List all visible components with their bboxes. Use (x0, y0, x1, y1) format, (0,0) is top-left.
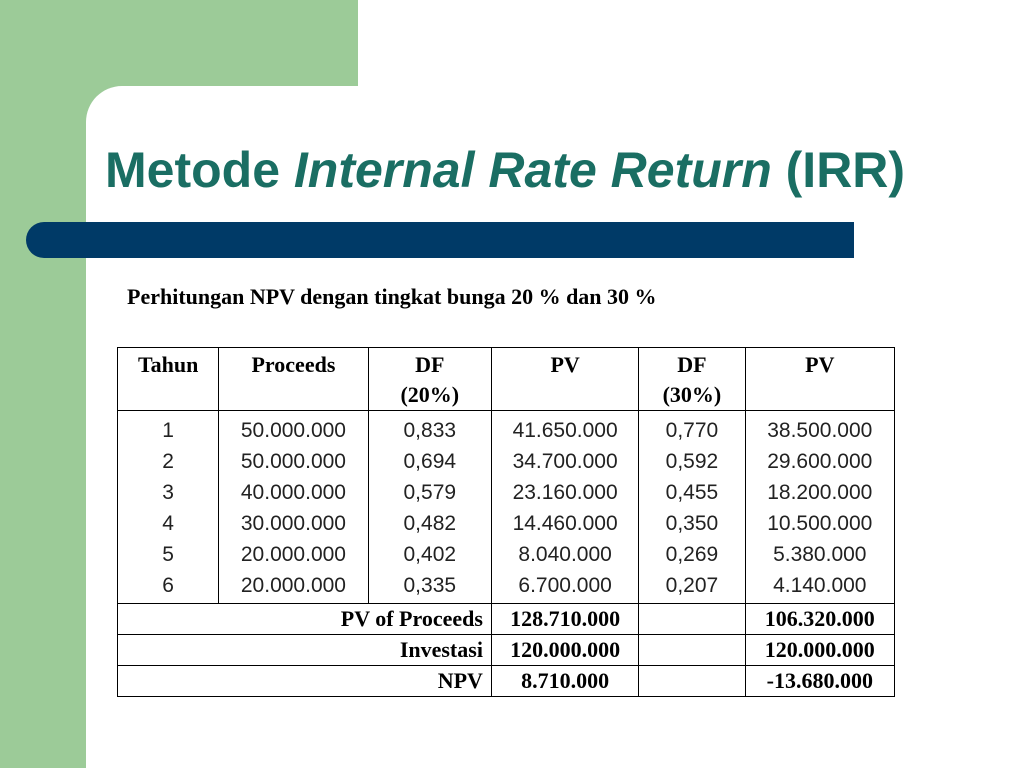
header-df-30: DF (30%) (639, 348, 745, 411)
cell-pv-20: 41.650.000 (491, 411, 638, 447)
cell-df-30: 0,207 (639, 570, 745, 604)
cell-df-30: 0,455 (639, 477, 745, 508)
totals-label: PV of Proceeds (118, 604, 492, 635)
table-header-row (118, 348, 895, 411)
totals-row-pv-of-proceeds (118, 604, 895, 635)
totals-pv-30: -13.680.000 (745, 666, 894, 697)
cell-tahun: 6 (118, 570, 219, 604)
cell-pv-30: 18.200.000 (745, 477, 894, 508)
title-suffix: (IRR) (771, 142, 906, 198)
cell-proceeds: 30.000.000 (219, 508, 368, 539)
cell-tahun: 1 (118, 411, 219, 447)
totals-row-npv (118, 666, 895, 697)
header-proceeds: Proceeds (219, 348, 368, 411)
cell-pv-20: 34.700.000 (491, 446, 638, 477)
cell-df-30: 0,592 (639, 446, 745, 477)
title-underline-bar (26, 222, 854, 258)
totals-pv-30: 106.320.000 (745, 604, 894, 635)
table-row (118, 508, 895, 539)
cell-pv-30: 5.380.000 (745, 539, 894, 570)
header-tahun: Tahun (118, 348, 219, 411)
slide-title (105, 140, 905, 200)
cell-df-20: 0,482 (368, 508, 491, 539)
cell-tahun: 2 (118, 446, 219, 477)
cell-proceeds: 50.000.000 (219, 411, 368, 447)
totals-pv-20: 120.000.000 (491, 635, 638, 666)
cell-df-20: 0,402 (368, 539, 491, 570)
top-right-background (358, 0, 1024, 86)
totals-pv-30: 120.000.000 (745, 635, 894, 666)
cell-proceeds: 20.000.000 (219, 539, 368, 570)
cell-pv-30: 29.600.000 (745, 446, 894, 477)
cell-proceeds: 20.000.000 (219, 570, 368, 604)
totals-pv-20: 8.710.000 (491, 666, 638, 697)
cell-tahun: 5 (118, 539, 219, 570)
npv-table (117, 347, 895, 697)
header-pv-20: PV (491, 348, 638, 411)
table-row (118, 477, 895, 508)
cell-df-30: 0,269 (639, 539, 745, 570)
totals-label: Investasi (118, 635, 492, 666)
cell-df-20: 0,694 (368, 446, 491, 477)
header-pv-30: PV (745, 348, 894, 411)
cell-pv-20: 6.700.000 (491, 570, 638, 604)
table-caption: Perhitungan NPV dengan tingkat bunga 20 % dan 30 % (127, 284, 657, 309)
cell-pv-30: 4.140.000 (745, 570, 894, 604)
cell-df-20: 0,833 (368, 411, 491, 447)
cell-proceeds: 40.000.000 (219, 477, 368, 508)
table-row (118, 539, 895, 570)
title-prefix: Metode (105, 142, 294, 198)
cell-df-30: 0,350 (639, 508, 745, 539)
totals-row-investasi (118, 635, 895, 666)
cell-pv-30: 38.500.000 (745, 411, 894, 447)
cell-tahun: 4 (118, 508, 219, 539)
header-df-20: DF (20%) (368, 348, 491, 411)
cell-df-30: 0,770 (639, 411, 745, 447)
cell-pv-20: 23.160.000 (491, 477, 638, 508)
title-italic: Internal Rate Return (293, 142, 772, 198)
totals-empty (639, 666, 745, 697)
totals-empty (639, 604, 745, 635)
cell-pv-20: 8.040.000 (491, 539, 638, 570)
cell-pv-30: 10.500.000 (745, 508, 894, 539)
table-row (118, 411, 895, 447)
table-row (118, 446, 895, 477)
cell-df-20: 0,335 (368, 570, 491, 604)
table-row (118, 570, 895, 604)
cell-pv-20: 14.460.000 (491, 508, 638, 539)
totals-empty (639, 635, 745, 666)
cell-df-20: 0,579 (368, 477, 491, 508)
cell-tahun: 3 (118, 477, 219, 508)
totals-pv-20: 128.710.000 (491, 604, 638, 635)
cell-proceeds: 50.000.000 (219, 446, 368, 477)
totals-label: NPV (118, 666, 492, 697)
